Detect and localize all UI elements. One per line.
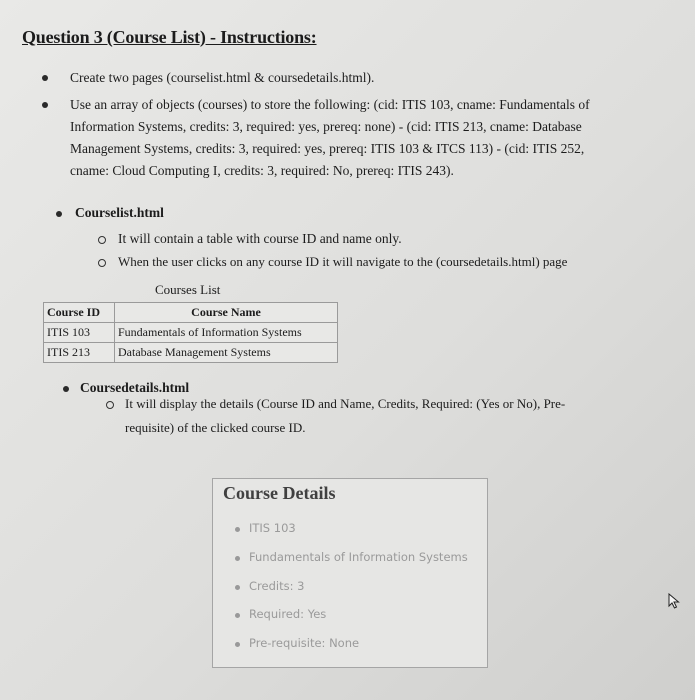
course-name-cell: Fundamentals of Information Systems	[115, 323, 338, 343]
instruction-1: Create two pages (courselist.html & coursedetails.html).	[70, 70, 375, 85]
bullet-dot	[63, 386, 69, 392]
coursedetails-detail	[125, 392, 645, 440]
detail-prerequisite: Pre-requisite: None	[249, 636, 360, 650]
table-row	[44, 343, 338, 363]
mouse-cursor-icon	[668, 593, 680, 609]
course-name-cell: Database Management Systems	[115, 343, 338, 363]
courselist-heading: Courselist.html	[75, 205, 164, 220]
instruction-2	[70, 94, 670, 182]
sub-bullet-ring	[106, 401, 114, 409]
instruction-2-line-4: cname: Cloud Computing I, credits: 3, required: No, prereq: ITIS 243).	[70, 163, 454, 178]
bullet-dot	[235, 642, 240, 647]
bullet-dot	[42, 75, 48, 81]
course-list-table	[43, 302, 338, 363]
table-row	[44, 323, 338, 343]
instruction-2-line-2: Information Systems, credits: 3, required: yes, prereq: none) - (cid: ITIS 213, cname: Database	[70, 119, 582, 134]
header-course-id: Course ID	[44, 303, 115, 323]
header-course-name: Course Name	[115, 303, 338, 323]
detail-credits: Credits: 3	[249, 579, 305, 593]
sub-bullet-ring	[98, 259, 106, 267]
bullet-dot	[56, 211, 62, 217]
instruction-2-line-3: Management Systems, credits: 3, required: yes, prereq: ITIS 103 & ITCS 113) - (cid: ITIS 252,	[70, 141, 585, 156]
detail-required: Required: Yes	[249, 607, 327, 621]
detail-course-name: Fundamentals of Information Systems	[249, 550, 468, 564]
coursedetails-heading: Coursedetails.html	[80, 380, 190, 395]
sub-bullet-ring	[98, 236, 106, 244]
table-header-row	[44, 303, 338, 323]
bullet-dot	[42, 102, 48, 108]
bullet-dot	[235, 613, 240, 618]
coursedetails-detail-line-2: requisite) of the clicked course ID.	[125, 420, 306, 435]
course-details-title: Course Details	[223, 483, 336, 503]
coursedetails-detail-line-1: It will display the details (Course ID and Name, Credits, Required: (Yes or No), Pre-	[125, 396, 566, 411]
course-id-cell[interactable]: ITIS 213	[44, 343, 115, 363]
bullet-dot	[235, 527, 240, 532]
table-caption: Courses List	[155, 282, 221, 297]
bullet-dot	[235, 556, 240, 561]
instruction-2-line-1: Use an array of objects (courses) to store the following: (cid: ITIS 103, cname: Fundamentals of	[70, 97, 590, 112]
course-list-table-wrapper	[43, 302, 338, 363]
bullet-dot	[235, 585, 240, 590]
courselist-detail-2: When the user clicks on any course ID it will navigate to the (coursedetails.html) page	[118, 254, 568, 269]
course-id-cell[interactable]: ITIS 103	[44, 323, 115, 343]
detail-course-id: ITIS 103	[249, 521, 296, 535]
page-title: Question 3 (Course List) - Instructions:	[22, 27, 317, 47]
courselist-detail-1: It will contain a table with course ID and name only.	[118, 231, 402, 246]
course-details-preview	[212, 478, 488, 668]
